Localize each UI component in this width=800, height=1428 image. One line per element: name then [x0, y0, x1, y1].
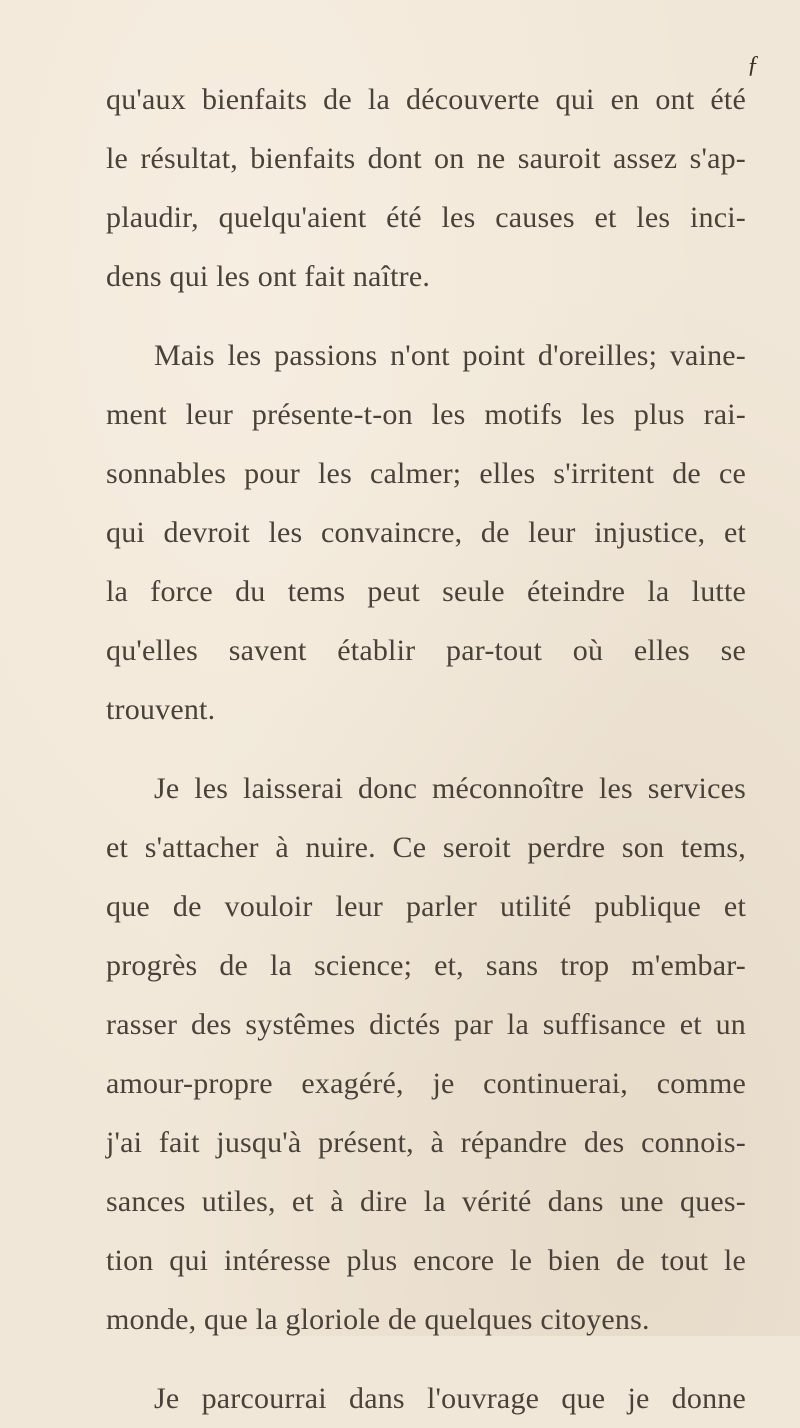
text-line: dens qui les ont fait naître. — [106, 260, 431, 293]
text-line: ment leur présente-t-on les motifs les plus rai- — [106, 398, 746, 431]
text-line: que de vouloir leur parler utilité publique et — [106, 890, 746, 923]
text-line: qui devroit les convaincre, de leur injustice, et — [106, 516, 746, 549]
paragraph — [106, 326, 746, 739]
text-line: sonnables pour les calmer; elles s'irritent de ce — [106, 457, 746, 490]
paragraph — [106, 1369, 746, 1428]
text-line: tion qui intéresse plus encore le bien de tout le — [106, 1244, 746, 1277]
text-line: Mais les passions n'ont point d'oreilles; vaine- — [154, 339, 746, 372]
text-line: le résultat, bienfaits dont on ne sauroit assez s'ap- — [106, 142, 746, 175]
text-line: progrès de la science; et, sans trop m'embar- — [106, 949, 746, 982]
text-line: trouvent. — [106, 693, 216, 726]
page-corner-mark: ƒ — [747, 52, 759, 78]
text-line: et s'attacher à nuire. Ce seroit perdre son tems, — [106, 831, 746, 864]
text-line: rasser des systêmes dictés par la suffisance et un — [106, 1008, 746, 1041]
text-line: qu'aux bienfaits de la découverte qui en ont été — [106, 83, 746, 116]
text-line: j'ai fait jusqu'à présent, à répandre des connois- — [106, 1126, 746, 1159]
text-line: Je parcourrai dans l'ouvrage que je donne — [154, 1382, 746, 1415]
text-line: monde, que la gloriole de quelques citoyens. — [106, 1303, 650, 1336]
text-line: Je les laisserai donc méconnoître les services — [154, 772, 746, 805]
text-line: qu'elles savent établir par-tout où elles se — [106, 634, 746, 667]
text-line: sances utiles, et à dire la vérité dans une ques- — [106, 1185, 746, 1218]
text-line: amour-propre exagéré, je continuerai, comme — [106, 1067, 746, 1100]
paragraph — [106, 70, 746, 306]
paragraph — [106, 759, 746, 1349]
text-line: plaudir, quelqu'aient été les causes et les inci- — [106, 201, 746, 234]
page-text — [106, 70, 746, 1428]
text-line: la force du tems peut seule éteindre la lutte — [106, 575, 746, 608]
